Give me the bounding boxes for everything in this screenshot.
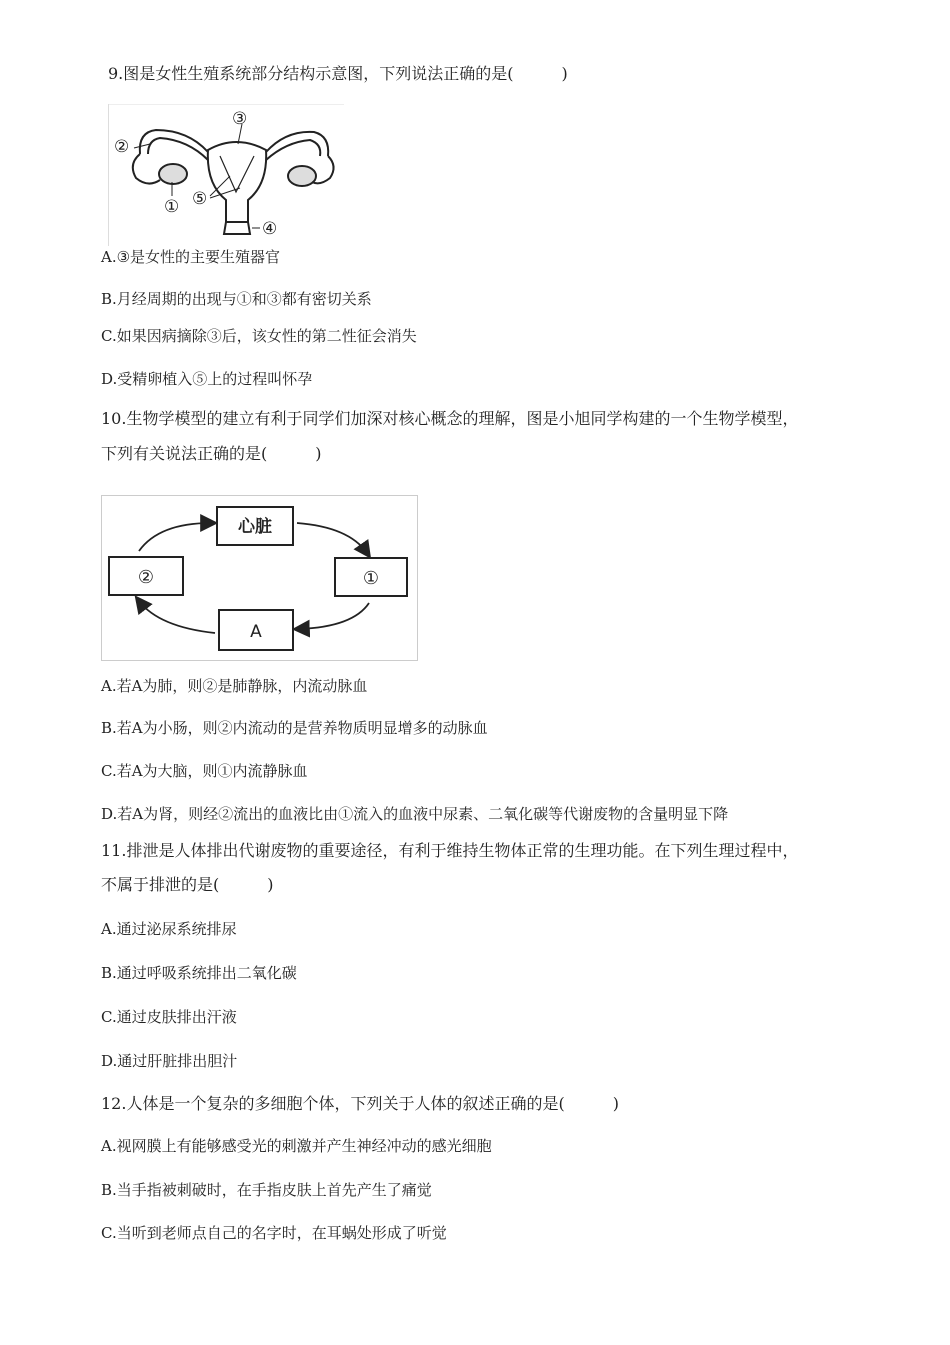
q11-stem-line1: 11.排泄是人体排出代谢废物的重要途径，有利于维持生物体正常的生理功能。在下列生理过程中，: [101, 841, 799, 860]
q11-option-d: D.通过肝脏排出胆汁: [101, 1052, 238, 1070]
diagram-right-label: ①: [362, 568, 380, 589]
q11-option-c: C.通过皮肤排出汗液: [101, 1008, 237, 1026]
q9-option-c: C.如果因病摘除③后，该女性的第二性征会消失: [101, 327, 417, 345]
q11-option-b: B.通过呼吸系统排出二氧化碳: [101, 964, 297, 982]
q12-option-c: C.当听到老师点自己的名字时，在耳蜗处形成了听觉: [101, 1224, 447, 1242]
q10-stem-line1: 10.生物学模型的建立有利于同学们加深对核心概念的理解，图是小旭同学构建的一个生物学模型，: [101, 409, 799, 428]
label-3: ③: [232, 109, 248, 129]
q12-stem: 12.人体是一个复杂的多细胞个体，下列关于人体的叙述正确的是( ): [101, 1094, 619, 1113]
q10-option-d: D.若A为肾，则经②流出的血液比由①流入的血液中尿素、二氧化碳等代谢废物的含量明显下降: [101, 805, 729, 823]
q9-option-d: D.受精卵植入⑤上的过程叫怀孕: [101, 370, 313, 388]
label-5: ⑤: [192, 189, 208, 209]
q12-option-b: B.当手指被刺破时，在手指皮肤上首先产生了痛觉: [101, 1181, 432, 1199]
label-2: ②: [114, 137, 130, 157]
q9-option-b: B.月经周期的出现与①和③都有密切关系: [101, 290, 372, 308]
q11-stem-line2: 不属于排泄的是( ): [101, 875, 274, 894]
q10-stem-line2: 下列有关说法正确的是( ): [101, 444, 322, 463]
q12-option-a: A.视网膜上有能够感受光的刺激并产生神经冲动的感光细胞: [101, 1137, 492, 1155]
diagram-top-label: 心脏: [238, 517, 272, 537]
q11-option-a: A.通过泌尿系统排尿: [101, 920, 237, 938]
label-1: ①: [164, 197, 180, 217]
label-4: ④: [262, 219, 278, 239]
q10-figure-circulation-model: [101, 495, 418, 661]
q9-figure-reproductive-system: [108, 104, 344, 246]
q10-option-b: B.若A为小肠，则②内流动的是营养物质明显增多的动脉血: [101, 719, 488, 737]
q9-option-a: A.③是女性的主要生殖器官: [101, 248, 281, 266]
diagram-bottom-label: A: [250, 622, 262, 642]
diagram-left-label: ②: [137, 567, 155, 588]
q9-stem: 9.图是女性生殖系统部分结构示意图，下列说法正确的是( ): [108, 64, 568, 83]
q10-option-a: A.若A为肺，则②是肺静脉，内流动脉血: [101, 677, 368, 695]
q10-option-c: C.若A为大脑，则①内流静脉血: [101, 762, 308, 780]
